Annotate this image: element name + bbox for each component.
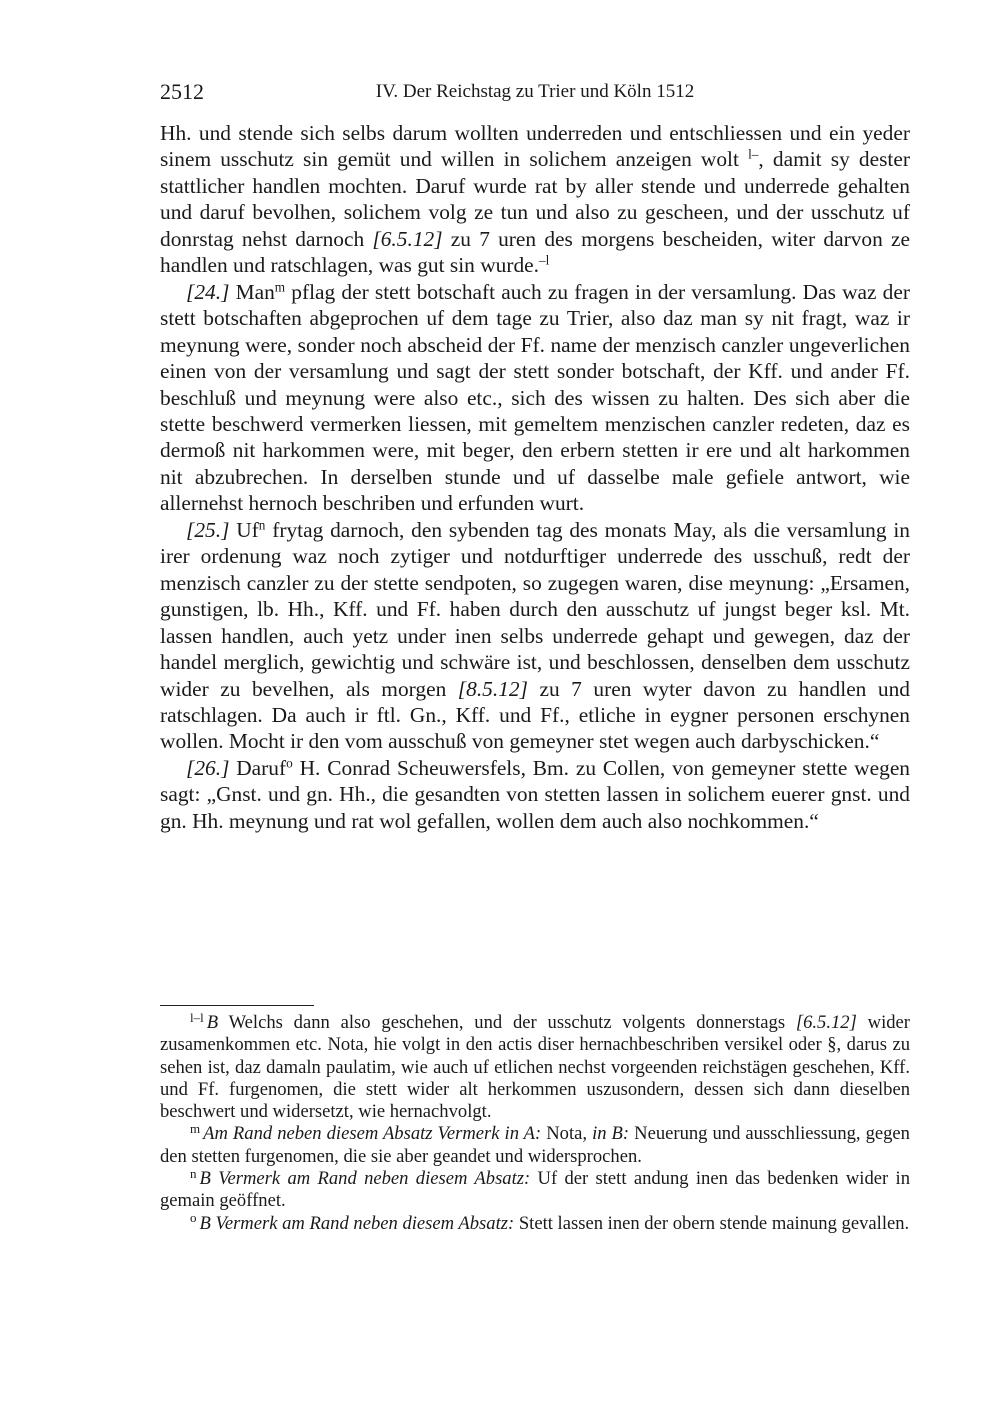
text: , damit sy dester stattlicher handlen mochten. Daruf wurde rat by aller stende und underrede gehalten und daruf bevolhen, solichem volg ze tun und also zu gescheen, und der usschutz uf donrstag nehst darnoch — [160, 147, 910, 251]
footnote-m — [160, 1120, 910, 1168]
main-text — [160, 120, 910, 834]
paragraph-number: [26.] — [186, 755, 230, 780]
footnote-separator — [160, 1005, 314, 1006]
running-title: IV. Der Reichstag zu Trier und Köln 1512 — [375, 81, 695, 102]
paragraph-24 — [160, 279, 910, 517]
text: Stett lassen inen der obern stende mainung gevallen. — [514, 1212, 910, 1234]
footnote-n — [160, 1165, 911, 1213]
page-header — [160, 78, 910, 106]
paragraph-number: [24.] — [186, 279, 230, 304]
footnote-mark: m — [190, 1120, 201, 1136]
paragraph-26 — [160, 755, 910, 834]
text-italic: B Vermerk am Rand neben diesem Absatz: — [199, 1168, 531, 1190]
footnotes — [160, 1009, 911, 1235]
footnote-l — [160, 1009, 910, 1123]
page-number: 2512 — [160, 79, 204, 104]
footnote-ref-l-open: l– — [748, 147, 759, 163]
text: wider zusamenkommen etc. Nota, hie volgt in den actis diser hernachbeschriben versikel oder §, darus zu sehen ist, daz damaln paulatim, wie auch uf etlichen nechst vorgeenden reichstägen geschehen, Kff. und Ff. furgenomen, die stett wider alt herkommen uszusondern, dessen sich dann dieselben beschwert und widersetzt, wie hernachvolgt. — [160, 1012, 910, 1123]
text: Nota — [541, 1123, 583, 1145]
text-italic: B Vermerk am Rand neben diesem Absatz: — [199, 1212, 515, 1234]
text: Welchs dann also geschehen, und der usschutz volgents donnerstags — [218, 1012, 796, 1033]
text: H. Conrad Scheuwersfels, Bm. zu Collen, von gemeyner stette wegen sagt: „Gnst. und gn. Hh., die gesandten von stetten lassen in solichem euerer gnst. und gn. Hh. meynung und rat wol gefallen, wollen dem auch also nochkommen.“ — [160, 755, 911, 833]
footnote-mark: n — [190, 1165, 197, 1181]
text: pflag der stett botschaft auch zu fragen in der versamlung. Das waz der stett botschaften abgeprochen uf dem tage zu Trier, also daz man sy nit fragt, waz ir meynung were, sonder noch abscheid der Ff. name der menzisch canzler ungeverlichen einen von der versamlung und sagt der stett sonder botschaft, der Kff. und ander Ff. beschluß und meynung were also etc., sich des wissen zu halten. Des sich aber die stette beschwerd vermerken liessen, mit gemeltem menzischen canzler redeten, daz es dermoß nit harkommen were, mit beger, den erbern stetten ir ere und alt harkommen nit abzubrechen. In derselben stunde und uf dasselbe male gefiele antwort, wie allernehst hernoch beschriben und erfunden wurt. — [160, 279, 910, 516]
paragraph-number: [25.] — [186, 517, 230, 542]
footnote-ref-m: m — [274, 279, 286, 295]
text: zu 7 uren des morgens bescheiden, witer darvon ze handlen und ratschlagen, was gut sin wurde. — [160, 226, 910, 278]
editorial-date: [8.5.12] — [457, 676, 528, 701]
footnote-ref-o: o — [286, 755, 293, 771]
text-italic: Am Rand neben diesem Absatz Vermerk in A: — [203, 1123, 542, 1145]
siglum: B — [206, 1012, 219, 1033]
text: Neuerung und ausschliessung, gegen den stetten furgenomen, die sie aber geandet und widersprochen. — [160, 1123, 910, 1167]
footnote-mark: l–l — [190, 1009, 204, 1025]
text-italic: , in B: — [582, 1123, 630, 1145]
text: frytag darnoch, den sybenden tag des monats May, als die versamlung in irer ordenung waz noch zytiger und notdurftiger underrede des usschuß, redt der menzisch canzler zu der stette sendpoten, so zugegen waren, dise meynung: „Ersamen, gunstigen, lb. Hh., Kff. und Ff. haben durch den ausschutz uf jungst beger ksl. Mt. lassen handlen, auch yetz under inen selbs underrede gehapt und gewegen, daz der handel merglich, gewichtig und schwäre ist, und beschlossen, denselben dem usschutz wider zu bevelhen, als morgen — [160, 517, 910, 701]
text: Uf der stett andung inen das bedenken wider in gemain geöffnet. — [160, 1168, 911, 1212]
footnote-ref-l-close: –l — [539, 252, 550, 268]
paragraph-25 — [160, 517, 910, 755]
text: Uf — [229, 517, 259, 542]
text: Man — [229, 279, 275, 304]
text: Hh. und stende sich selbs darum wollten underreden und entschliessen und ein yeder sinem usschutz sin gemüt und willen in solichem anzeigen wolt — [160, 121, 910, 172]
text: Daruf — [229, 755, 287, 780]
editorial-date: [6.5.12] — [795, 1012, 857, 1033]
footnote-ref-n: n — [258, 517, 266, 533]
editorial-date: [6.5.12] — [372, 226, 443, 251]
text: zu 7 uren wyter davon zu handlen und ratschlagen. Da auch ir ftl. Gn., Kff. und Ff., etliche in eygner personen erschynen wollen. Mocht ir den vom ausschuß von gemeyner stet wegen auch darbyschicken.“ — [160, 676, 910, 754]
paragraph-continued — [160, 120, 910, 279]
footnote-mark: o — [190, 1210, 197, 1226]
footnote-o — [160, 1210, 910, 1235]
